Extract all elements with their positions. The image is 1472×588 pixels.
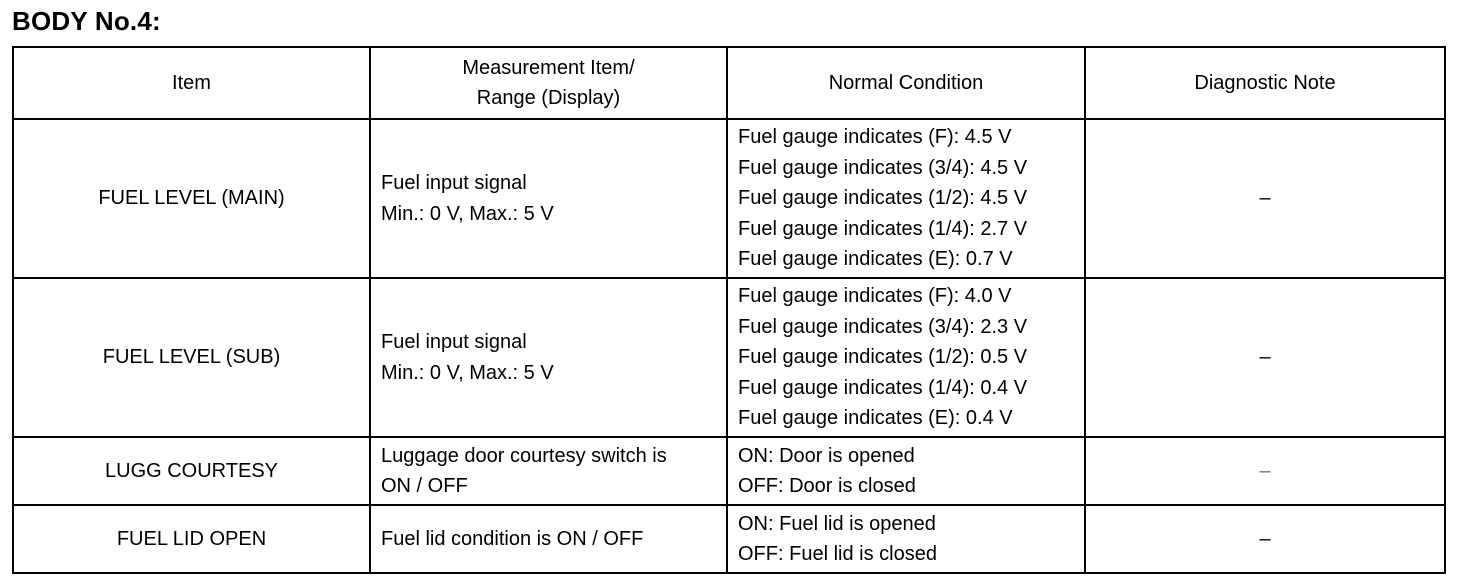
normal-line: OFF: Door is closed xyxy=(738,475,916,497)
normal-line: Fuel gauge indicates (1/4): 0.4 V xyxy=(738,376,1028,399)
cell-measurement xyxy=(370,278,727,437)
cell-normal-condition xyxy=(727,278,1085,437)
header-item: Item xyxy=(13,47,370,119)
cell-item: FUEL LEVEL (SUB) xyxy=(13,278,370,437)
table-row xyxy=(13,437,1445,505)
normal-line: OFF: Fuel lid is closed xyxy=(738,543,937,565)
cell-item: FUEL LEVEL (MAIN) xyxy=(13,119,370,278)
cell-item: LUGG COURTESY xyxy=(13,437,370,505)
normal-line: Fuel gauge indicates (1/4): 2.7 V xyxy=(738,217,1028,240)
normal-line: Fuel gauge indicates (3/4): 2.3 V xyxy=(738,315,1028,338)
measurement-line: Fuel input signal xyxy=(381,172,527,194)
table-row xyxy=(13,119,1445,278)
table-row xyxy=(13,278,1445,437)
header-normal-condition: Normal Condition xyxy=(727,47,1085,119)
measurement-line: Fuel lid condition is ON / OFF xyxy=(381,527,644,550)
table-header-row xyxy=(13,47,1445,119)
header-measurement-line2: Range (Display) xyxy=(476,87,621,109)
cell-diagnostic-note: – xyxy=(1085,437,1445,505)
normal-line: Fuel gauge indicates (3/4): 4.5 V xyxy=(738,156,1028,179)
cell-measurement xyxy=(370,119,727,278)
cell-normal-condition xyxy=(727,119,1085,278)
measurement-line: Luggage door courtesy switch is xyxy=(381,444,667,467)
normal-line: ON: Fuel lid is opened xyxy=(738,512,936,535)
data-monitor-table xyxy=(12,46,1446,574)
measurement-line: Min.: 0 V, Max.: 5 V xyxy=(381,202,554,225)
cell-normal-condition xyxy=(727,437,1085,505)
measurement-line: ON / OFF xyxy=(381,475,468,497)
normal-line: Fuel gauge indicates (1/2): 4.5 V xyxy=(738,187,1028,210)
measurement-line: Fuel input signal xyxy=(381,331,527,353)
header-measurement xyxy=(370,47,727,119)
table-row xyxy=(13,505,1445,573)
normal-line: ON: Door is opened xyxy=(738,444,915,467)
cell-diagnostic-note: – xyxy=(1085,505,1445,573)
normal-line: Fuel gauge indicates (F): 4.5 V xyxy=(738,126,1012,149)
header-measurement-line1: Measurement Item/ xyxy=(462,57,635,79)
cell-measurement xyxy=(370,437,727,505)
cell-normal-condition xyxy=(727,505,1085,573)
page-title: BODY No.4: xyxy=(12,6,161,36)
cell-measurement xyxy=(370,505,727,573)
normal-line: Fuel gauge indicates (E): 0.4 V xyxy=(738,407,1013,430)
normal-line: Fuel gauge indicates (E): 0.7 V xyxy=(738,248,1013,271)
cell-diagnostic-note: – xyxy=(1085,278,1445,437)
cell-diagnostic-note: – xyxy=(1085,119,1445,278)
cell-item: FUEL LID OPEN xyxy=(13,505,370,573)
normal-line: Fuel gauge indicates (F): 4.0 V xyxy=(738,285,1012,308)
normal-line: Fuel gauge indicates (1/2): 0.5 V xyxy=(738,346,1028,369)
header-diagnostic-note: Diagnostic Note xyxy=(1085,47,1445,119)
measurement-line: Min.: 0 V, Max.: 5 V xyxy=(381,361,554,384)
